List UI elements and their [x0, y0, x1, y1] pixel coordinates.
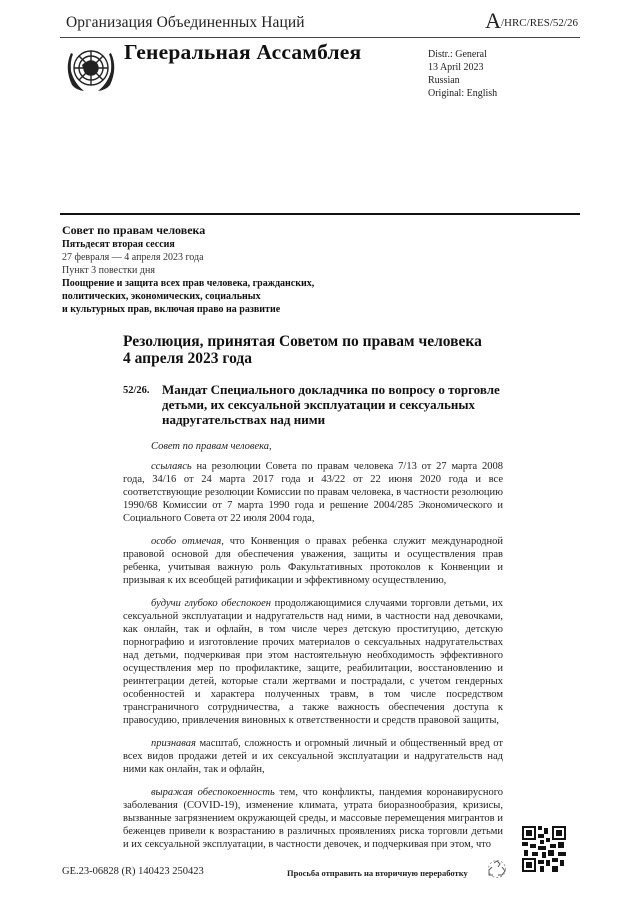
paragraph-lead: выражая обеспокоенность — [151, 787, 275, 798]
paragraph-text: , что Конвенция о правах ребенка служит международной правовой основой для обеспечения уважения, защиты и осуществления прав ребенка, учитывая важную роль Факультативных протоколов к Конвенции и призывая к их всеобщей ратификации и эффективному осуществлению, — [123, 536, 503, 586]
assembly-title: Генеральная Ассамблея — [124, 40, 362, 64]
paragraph-text: продолжающимися случаями торговли детьми, их сексуальной эксплуатации и надругательств над ними, в частности над девочками, как онлайн, так и офлайн, в том числе через детскую проституцию, детскую порнографию и изготовление прочих материалов о сексуальных надругательствах над детьми, подчеркивая при этом настоятельную необходимость эффективного осуществления мер по профилактике, защите, реабилитации, восстановлению и реинтеграции детей, которые стали жертвами и пострадали, с учетом гендерных особенностей и характера полученных травм, в том числе посредством трансграничного сотрудничества, а также важность обеспечения доступа к правосудию, привлечения виновных к ответственности и средств правовой защиты, — [123, 598, 503, 726]
paragraph-text: масштаб, сложность и огромный личный и общественный вред от всех видов продажи детей и их сексуальной эксплуатации и надругательств над ними как онлайн, так и офлайн, — [123, 738, 503, 775]
qr-code-icon — [522, 826, 566, 872]
preamble-paragraph — [123, 535, 503, 587]
paragraph-lead: особо отмечая — [151, 536, 222, 547]
language-line: Russian — [428, 75, 460, 86]
session-name: Пятьдесят вторая сессия — [62, 239, 175, 250]
distribution-line: Distr.: General — [428, 49, 487, 60]
paragraph-text: на резолюции Совета по правам человека 7/13 от 27 марта 2008 года, 34/16 от 24 марта 2017 года и 43/22 от 22 июня 2020 года и все соответствующие резолюции Комиссии по правам человека, в частности резолюцию 1990/68 Комиссии от 7 марта 1990 года и решение 2004/285 Экономического и Социального Совета от 22 июля 2004 года, — [123, 461, 504, 524]
paragraph-lead: Совет по правам человека, — [151, 441, 272, 452]
council-name: Совет по правам человека — [62, 223, 206, 237]
paragraph-lead: ссылаясь — [151, 461, 192, 472]
paragraph-lead: будучи глубоко обеспокоен — [151, 598, 271, 609]
agenda-item: Пункт 3 повестки дня — [62, 265, 155, 276]
preamble-paragraph — [123, 786, 503, 851]
resolution-heading — [123, 333, 482, 367]
header-rule — [60, 37, 580, 38]
document-symbol — [485, 8, 578, 33]
resolution-title: Мандат Специального докладчика по вопросу о торговле детьми, их сексуальной эксплуатации и сексуальных надругательствах над ними — [162, 382, 500, 427]
agenda-title-line: и культурных прав, включая право на развитие — [62, 304, 281, 315]
symbol-letter: A — [485, 8, 501, 33]
recycle-notice: Просьба отправить на вторичную переработку — [287, 868, 468, 878]
recycle-icon — [487, 859, 507, 879]
un-emblem-icon — [62, 43, 120, 95]
organization-name: Организация Объединенных Наций — [66, 14, 305, 31]
section-rule — [60, 213, 580, 215]
distribution-info — [428, 48, 497, 100]
resolution-number: 52/26. — [123, 385, 150, 396]
document-code: GE.23-06828 (R) 140423 250423 — [62, 866, 204, 877]
resolution-heading-line: Резолюция, принятая Советом по правам человека — [123, 333, 482, 350]
date-line: 13 April 2023 — [428, 62, 484, 73]
agenda-title-line: Поощрение и защита всех прав человека, гражданских, — [62, 278, 315, 289]
council-block — [62, 223, 314, 316]
agenda-title-line: политических, экономических, социальных — [62, 291, 261, 302]
preamble-paragraph — [123, 597, 503, 727]
resolution-body — [123, 440, 503, 861]
symbol-code: /HRC/RES/52/26 — [500, 17, 578, 29]
paragraph-lead: признавая — [151, 738, 196, 749]
preamble-paragraph — [123, 460, 503, 525]
resolution-heading-line: 4 апреля 2023 года — [123, 350, 252, 367]
session-dates: 27 февраля — 4 апреля 2023 года — [62, 252, 204, 263]
preamble-paragraph — [123, 737, 503, 776]
original-language-line: Original: English — [428, 88, 498, 99]
paragraph-text: тем, что конфликты, пандемия коронавирусного заболевания (COVID-19), изменение климата, утрата биоразнообразия, кризисы, вызванные загрязнением окружающей среды, и массовые перемещения мигрантов и беженцев привели к возрастанию в различных проявлениях риска торговли детьми и их сексуальной эксплуатации, в частности девочек, и подчеркивая при этом, что — [123, 787, 503, 850]
preamble-paragraph — [123, 440, 503, 453]
